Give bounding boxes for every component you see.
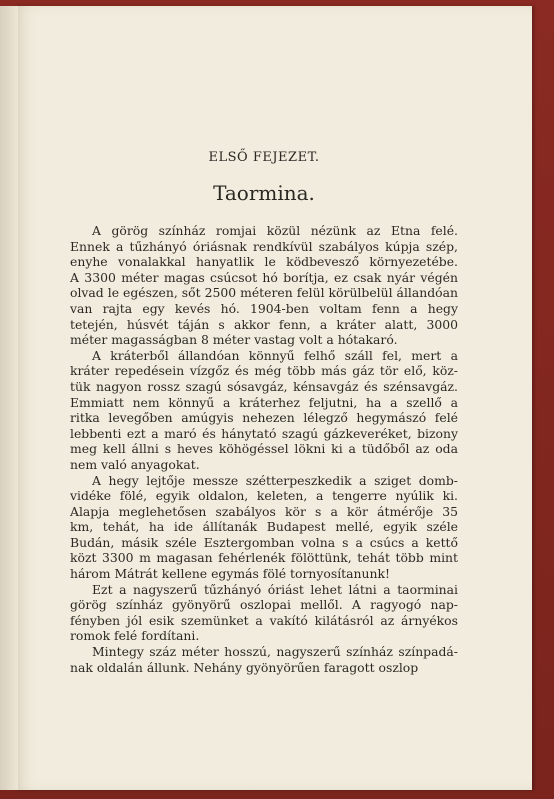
body-text [70,223,458,675]
text-line: A 3300 méter magas csúcsot hó borítja, ez csak nyár végén [70,269,458,285]
text-line: tetején, húsvét táján s akkor fenn, a kráter alatt, 3000 [70,316,458,332]
text-line: közt 3300 m magasan fehérlenék fölöttünk, tehát több mint [70,550,458,566]
paragraph [70,348,458,473]
text-line: Budán, másik széle Esztergomban volna s a csúcs a kettő [70,534,458,550]
text-line: Ezt a nagyszerű tűzhányó óriást lehet látni a taorminai [92,581,458,597]
paragraph [70,473,458,582]
text-line: meg kell állni s heves köhögéssel lökni ki a tüdőből az oda [70,441,458,457]
text-line: fényben jól esik szemünket a vakító kilátásról az árnyékos [70,612,458,628]
text-line: A kráterből állandóan könnyű felhő száll fel, mert a [92,347,458,363]
text-line: Alapja meglehetősen szabályos kör s a kör átmérője 35 [70,503,458,519]
paragraph [70,582,458,644]
text-line: Ennek a tűzhányó óriásnak rendkívül szabályos kúpja szép, [70,238,458,254]
text-line: Mintegy száz méter hosszú, nagyszerű színház színpadá- [92,644,458,660]
text-line: méter magasságban 8 méter vastag volt a hótakaró. [70,332,398,348]
text-line: vidéke fölé, egyik oldalon, keleten, a tengerre nyúlik ki. [70,488,458,504]
text-line: három Mátrát kellene egymás fölé tornyosítanunk! [70,566,390,582]
paragraph [70,223,458,348]
text-line: A hegy lejtője messze szétterpeszkedik a sziget domb- [92,472,458,488]
text-line: nak oldalán állunk. Nehány gyönyörűen faragott oszlop [70,659,419,675]
text-line: kráter repedésein vízgőz és még több más gáz tör elő, köz- [70,363,458,379]
chapter-heading: ELSŐ FEJEZET. [208,150,320,165]
chapter-title: Taormina. [213,181,315,205]
text-line: olvad le egészen, sőt 2500 méteren felül körülbelül állandóan [70,285,458,301]
text-line: lebbenti ezt a maró és hánytató szagú gázkeveréket, bizony [70,425,458,441]
page-gutter [0,6,18,790]
text-line: van rajta egy kevés hó. 1904-ben voltam fenn a hegy [70,300,458,316]
text-line: nem való anyagokat. [70,456,200,472]
text-line: km, tehát, ha ide állítanák Budapest mellé, egyik széle [70,519,458,535]
text-line: görög színház gyönyörű oszlopai mellől. A ragyogó nap- [70,597,458,613]
text-line: Emmiatt nem könnyű a kráterhez feljutni, ha a szellő a [70,394,458,410]
text-line: ritka levegőben amúgyis nehezen lélegző hegymászó felé [70,410,458,426]
text-line: A görög színház romjai közül nézünk az Etna felé. [92,223,458,238]
text-line: enyhe vonalakkal hanyatlik le ködbevesző környezetébe. [70,254,458,270]
text-line: tük nagyon rossz szagú sósavgáz, kénsavgáz és szénsavgáz. [70,378,458,394]
text-line: romok felé fordítani. [70,628,200,644]
paragraph [70,644,458,675]
page-text [70,150,458,675]
